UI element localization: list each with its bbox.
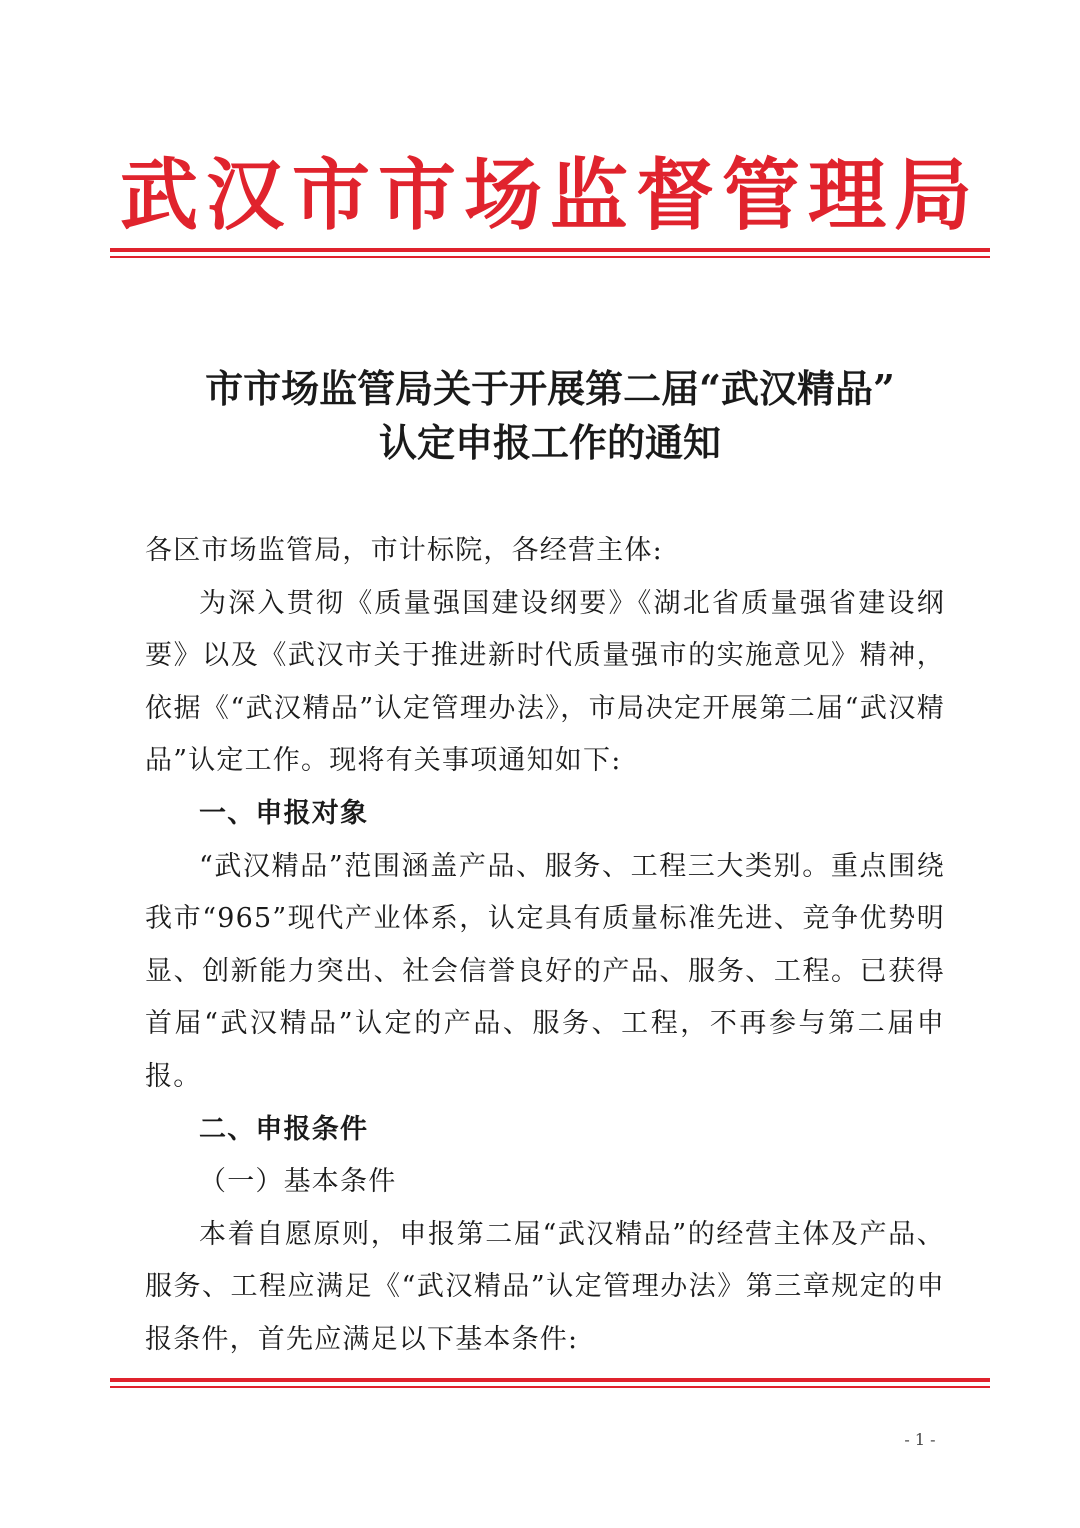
section-1-paragraph: “武汉精品”范围涵盖产品、服务、工程三大类别。重点围绕我市“965”现代产业体系，认定具有质量标准先进、竞争优势明显、创新能力突出、社会信誉良好的产品、服务、工程。已获得首届“武汉精品”认定的产品、服务、工程，不再参与第二届申报。	[145, 850, 945, 1092]
footer-rule-thin	[110, 1386, 990, 1388]
subsection-1-paragraph: 本着自愿原则，申报第二届“武汉精品”的经营主体及产品、服务、工程应满足《“武汉精品”认定管理办法》第三章规定的申报条件，首先应满足以下基本条件:	[145, 1218, 945, 1355]
section-heading-1: 一、申报对象	[199, 797, 369, 829]
intro-paragraph: 为深入贯彻《质量强国建设纲要》《湖北省质量强省建设纲要》以及《武汉市关于推进新时代质量强市的实施意见》精神，依据《“武汉精品”认定管理办法》，市局决定开展第二届“武汉精品”认定工作。现将有关事项通知如下:	[145, 587, 945, 777]
document-title-line-2: 认定申报工作的通知	[378, 420, 721, 465]
document-title-line-1: 市市场监管局关于开展第二届“武汉精品”	[205, 366, 895, 411]
footer-rule-thick	[110, 1378, 990, 1382]
agency-masthead: 武汉市市场监督管理局	[119, 151, 980, 241]
salutation: 各区市场监管局，市计标院，各经营主体:	[145, 535, 663, 566]
section-heading-2: 二、申报条件	[199, 1113, 369, 1145]
header-rule-thin	[110, 256, 990, 258]
document-body	[145, 525, 945, 1367]
subsection-heading-1: （一）基本条件	[199, 1166, 397, 1198]
header-rule-thick	[110, 248, 990, 252]
page-number: - 1 -	[904, 1430, 936, 1449]
